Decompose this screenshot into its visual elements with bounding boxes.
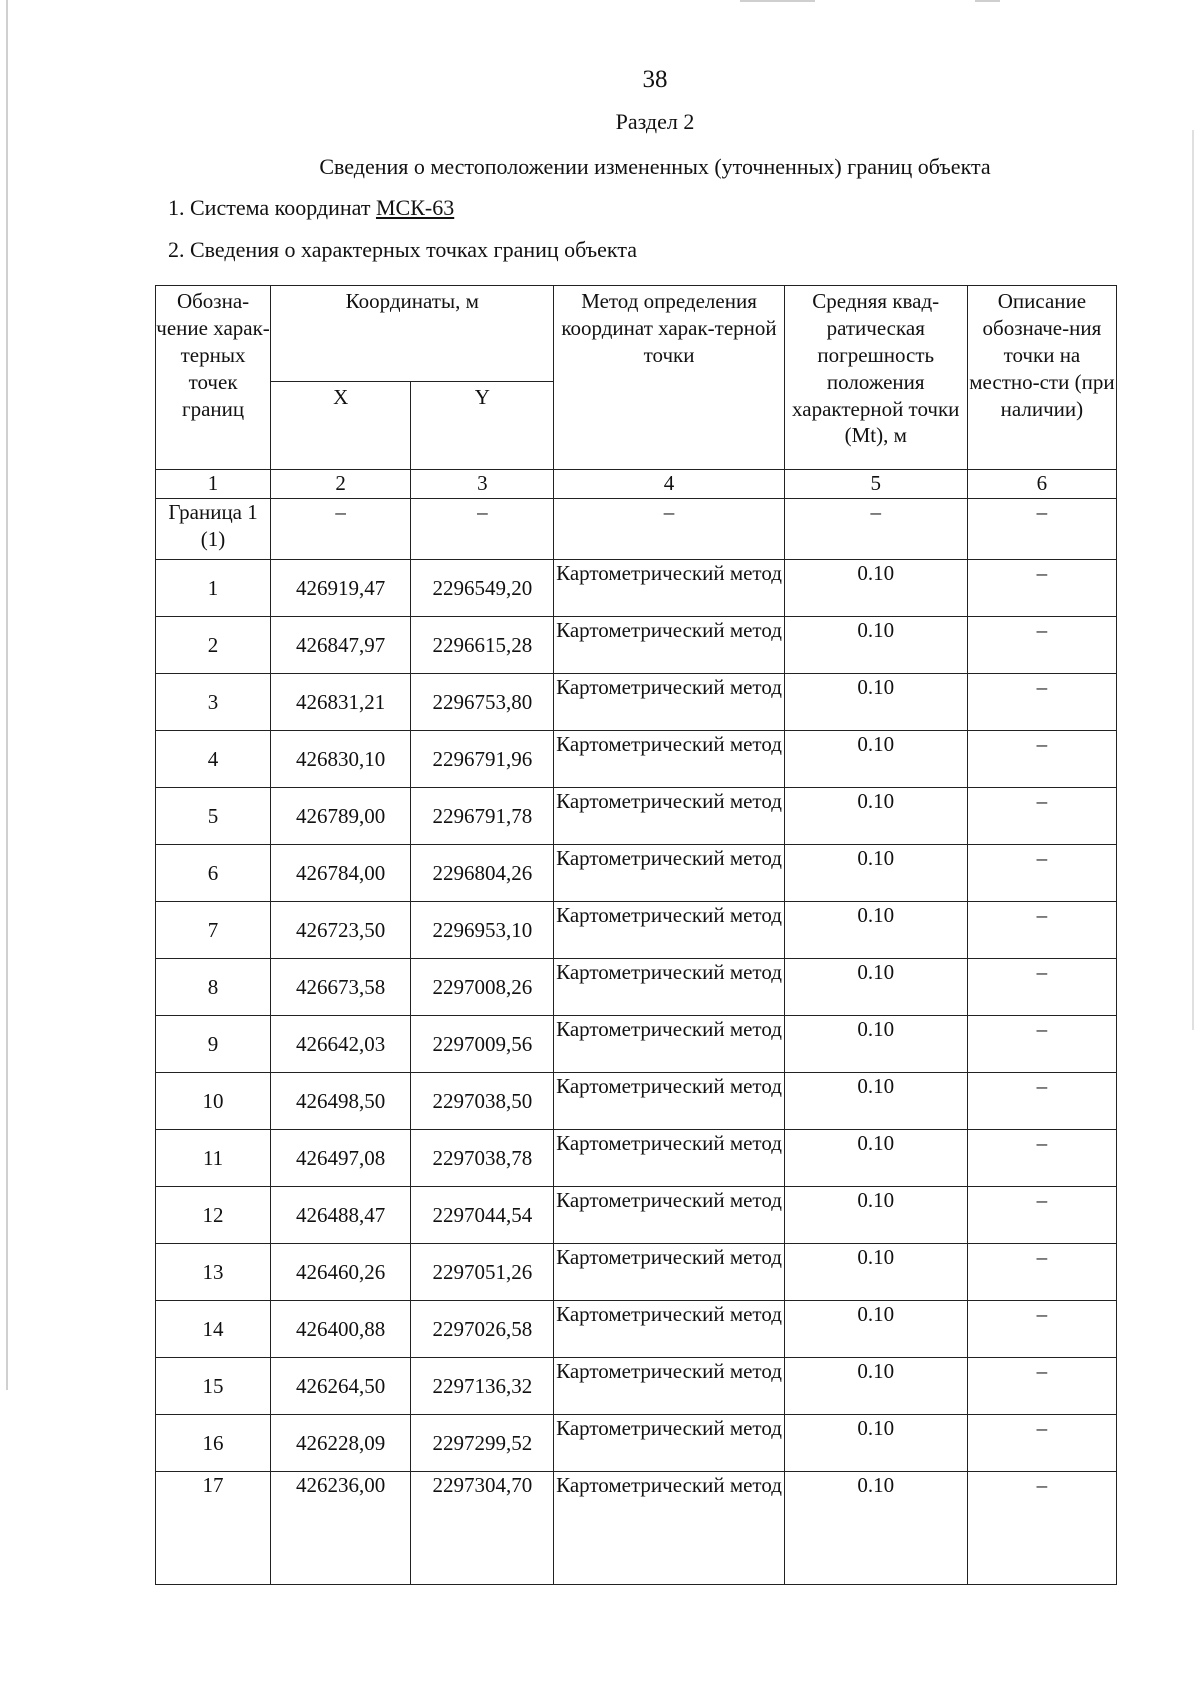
point-method: Картометрический метод: [554, 1244, 784, 1301]
point-y: 2296753,80: [411, 674, 554, 731]
point-x: 426236,00: [271, 1472, 411, 1585]
table-row: [156, 1073, 1117, 1130]
scan-artifact: [740, 0, 815, 2]
table-row: [156, 1301, 1117, 1358]
scan-edge-left: [6, 0, 8, 1390]
point-description: –: [967, 560, 1116, 617]
coordinate-system-label: 1. Система координат: [168, 195, 376, 220]
scan-artifact: [975, 0, 1000, 2]
table-row: [156, 1016, 1117, 1073]
point-x: 426228,09: [271, 1415, 411, 1472]
point-description: –: [967, 1358, 1116, 1415]
point-mt: 0.10: [784, 674, 967, 731]
point-mt: 0.10: [784, 902, 967, 959]
point-number: 12: [156, 1187, 271, 1244]
point-x: 426919,47: [271, 560, 411, 617]
point-number: 6: [156, 845, 271, 902]
column-number: 4: [554, 470, 784, 499]
point-y: 2296791,96: [411, 731, 554, 788]
point-mt: 0.10: [784, 560, 967, 617]
header-method: Метод определения координат харак-терной точки: [554, 286, 784, 470]
point-x: 426830,10: [271, 731, 411, 788]
point-number: 11: [156, 1130, 271, 1187]
point-number: 16: [156, 1415, 271, 1472]
point-method: Картометрический метод: [554, 902, 784, 959]
header-description: Описание обозначе-ния точки на местно-сти (при наличии): [967, 286, 1116, 470]
point-description: –: [967, 1244, 1116, 1301]
boundary-description: –: [967, 499, 1116, 560]
point-x: 426497,08: [271, 1130, 411, 1187]
table-row: [156, 1130, 1117, 1187]
point-method: Картометрический метод: [554, 617, 784, 674]
point-description: –: [967, 1016, 1116, 1073]
point-method: Картометрический метод: [554, 1187, 784, 1244]
point-x: 426673,58: [271, 959, 411, 1016]
point-number: 5: [156, 788, 271, 845]
table-row: [156, 788, 1117, 845]
point-mt: 0.10: [784, 731, 967, 788]
point-y: 2297044,54: [411, 1187, 554, 1244]
table-row: [156, 1472, 1117, 1585]
point-x: 426400,88: [271, 1301, 411, 1358]
point-mt: 0.10: [784, 959, 967, 1016]
point-y: 2297026,58: [411, 1301, 554, 1358]
point-y: 2297009,56: [411, 1016, 554, 1073]
document-heading: Сведения о местоположении измененных (уточненных) границ объекта: [319, 154, 991, 179]
point-x: 426784,00: [271, 845, 411, 902]
header-coordinates: Координаты, м: [271, 286, 554, 382]
point-x: 426264,50: [271, 1358, 411, 1415]
point-mt: 0.10: [784, 1358, 967, 1415]
table-row: [156, 1187, 1117, 1244]
point-mt: 0.10: [784, 1016, 967, 1073]
point-mt: 0.10: [784, 1415, 967, 1472]
scan-edge-right: [1192, 130, 1194, 1030]
point-x: 426847,97: [271, 617, 411, 674]
point-mt: 0.10: [784, 1301, 967, 1358]
point-y: 2297051,26: [411, 1244, 554, 1301]
point-number: 13: [156, 1244, 271, 1301]
point-method: Картометрический метод: [554, 788, 784, 845]
point-x: 426642,03: [271, 1016, 411, 1073]
point-x: 426723,50: [271, 902, 411, 959]
section-title: Раздел 2: [615, 109, 695, 134]
point-method: Картометрический метод: [554, 1130, 784, 1187]
points-info-line: 2. Сведения о характерных точках границ объекта: [168, 237, 637, 262]
point-mt: 0.10: [784, 617, 967, 674]
boundary-mt: –: [784, 499, 967, 560]
point-number: 15: [156, 1358, 271, 1415]
table-row: [156, 731, 1117, 788]
point-description: –: [967, 1301, 1116, 1358]
point-description: –: [967, 1415, 1116, 1472]
coordinate-system-line: [168, 195, 454, 221]
boundary-method: –: [554, 499, 784, 560]
point-mt: 0.10: [784, 845, 967, 902]
point-number: 2: [156, 617, 271, 674]
point-x: 426789,00: [271, 788, 411, 845]
point-description: –: [967, 674, 1116, 731]
point-method: Картометрический метод: [554, 560, 784, 617]
table-row: [156, 959, 1117, 1016]
point-number: 7: [156, 902, 271, 959]
point-y: 2296791,78: [411, 788, 554, 845]
point-y: 2297008,26: [411, 959, 554, 1016]
column-number: 1: [156, 470, 271, 499]
table-row: [156, 1244, 1117, 1301]
point-mt: 0.10: [784, 788, 967, 845]
point-description: –: [967, 731, 1116, 788]
point-mt: 0.10: [784, 1130, 967, 1187]
point-number: 17: [156, 1472, 271, 1585]
point-y: 2297038,78: [411, 1130, 554, 1187]
point-method: Картометрический метод: [554, 1472, 784, 1585]
column-number: 6: [967, 470, 1116, 499]
column-number: 2: [271, 470, 411, 499]
point-method: Картометрический метод: [554, 845, 784, 902]
point-method: Картометрический метод: [554, 731, 784, 788]
point-method: Картометрический метод: [554, 1301, 784, 1358]
point-y: 2297038,50: [411, 1073, 554, 1130]
point-method: Картометрический метод: [554, 674, 784, 731]
point-x: 426498,50: [271, 1073, 411, 1130]
point-mt: 0.10: [784, 1073, 967, 1130]
point-y: 2296549,20: [411, 560, 554, 617]
boundary-label: Граница 1 (1): [156, 499, 271, 560]
boundary-points-table: [155, 285, 1117, 1585]
point-y: 2296804,26: [411, 845, 554, 902]
point-number: 4: [156, 731, 271, 788]
point-y: 2296953,10: [411, 902, 554, 959]
coordinate-system-value: МСК-63: [375, 195, 455, 220]
boundary-row: [156, 499, 1117, 560]
point-description: –: [967, 1130, 1116, 1187]
point-method: Картометрический метод: [554, 1073, 784, 1130]
point-number: 14: [156, 1301, 271, 1358]
point-mt: 0.10: [784, 1472, 967, 1585]
point-number: 8: [156, 959, 271, 1016]
point-method: Картометрический метод: [554, 959, 784, 1016]
page-number: 38: [642, 66, 668, 93]
point-mt: 0.10: [784, 1187, 967, 1244]
table-row: [156, 1415, 1117, 1472]
boundary-y: –: [411, 499, 554, 560]
point-description: –: [967, 959, 1116, 1016]
point-description: –: [967, 902, 1116, 959]
table-row: [156, 902, 1117, 959]
table-row: [156, 560, 1117, 617]
table-row: [156, 674, 1117, 731]
table-row: [156, 845, 1117, 902]
table-row: [156, 1358, 1117, 1415]
point-y: 2297299,52: [411, 1415, 554, 1472]
boundary-x: –: [271, 499, 411, 560]
point-y: 2297304,70: [411, 1472, 554, 1585]
header-point-designation: Обозна-чение харак-терных точек границ: [156, 286, 271, 470]
table-row: [156, 617, 1117, 674]
header-mean-error: Средняя квад-ратическая погрешность положения характерной точки (Mt), м: [784, 286, 967, 470]
point-method: Картометрический метод: [554, 1016, 784, 1073]
point-description: –: [967, 845, 1116, 902]
point-y: 2297136,32: [411, 1358, 554, 1415]
point-number: 9: [156, 1016, 271, 1073]
point-method: Картометрический метод: [554, 1358, 784, 1415]
point-x: 426488,47: [271, 1187, 411, 1244]
point-y: 2296615,28: [411, 617, 554, 674]
point-method: Картометрический метод: [554, 1415, 784, 1472]
point-mt: 0.10: [784, 1244, 967, 1301]
point-description: –: [967, 1472, 1116, 1585]
column-number: 3: [411, 470, 554, 499]
point-number: 3: [156, 674, 271, 731]
point-description: –: [967, 1187, 1116, 1244]
point-number: 1: [156, 560, 271, 617]
column-number-row: [156, 470, 1117, 499]
header-x: X: [271, 382, 411, 470]
point-x: 426831,21: [271, 674, 411, 731]
point-number: 10: [156, 1073, 271, 1130]
point-description: –: [967, 1073, 1116, 1130]
header-y: Y: [411, 382, 554, 470]
column-number: 5: [784, 470, 967, 499]
point-x: 426460,26: [271, 1244, 411, 1301]
point-description: –: [967, 788, 1116, 845]
point-description: –: [967, 617, 1116, 674]
